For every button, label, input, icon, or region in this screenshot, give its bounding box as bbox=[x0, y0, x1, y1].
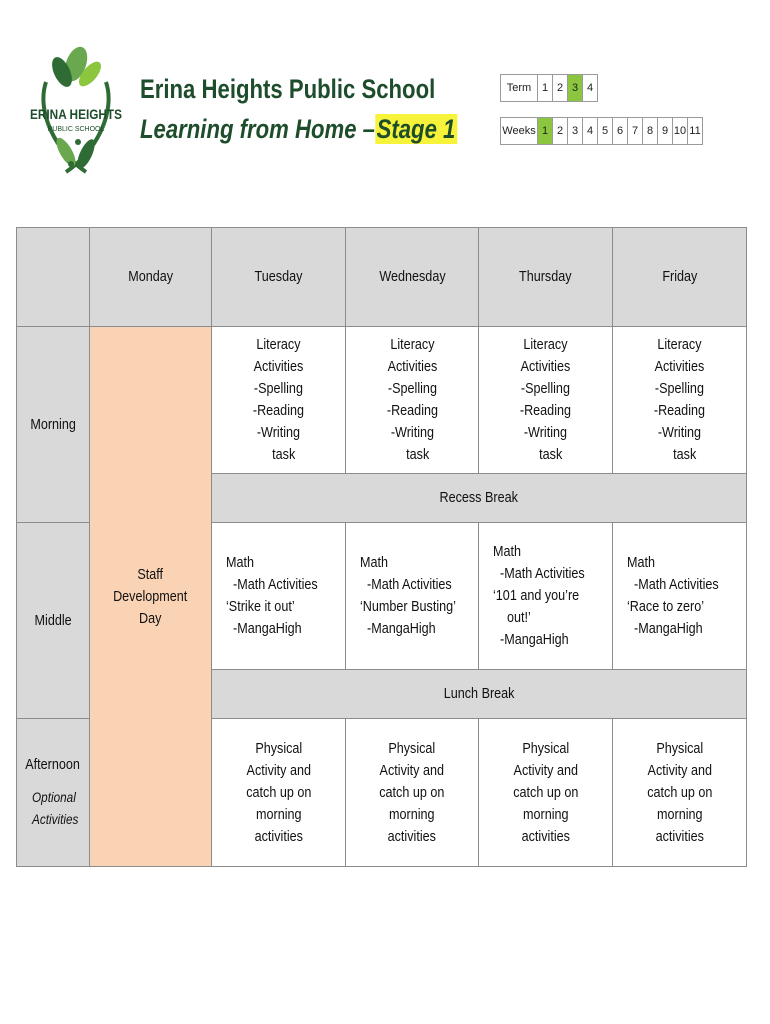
term-cell: 2 bbox=[553, 75, 568, 102]
middle-math-thursday: Math -Math Activities ‘101 and you’re out!’ -MangaHigh bbox=[479, 523, 613, 670]
afternoon-optional-note: Optional Activities bbox=[32, 789, 79, 827]
term-cell: 4 bbox=[583, 75, 598, 102]
term-label: Term bbox=[501, 75, 538, 102]
day-header-monday: Monday bbox=[90, 228, 212, 327]
afternoon-physical-thursday: Physical Activity and catch up on morning activities bbox=[479, 719, 613, 867]
day-header-wednesday: Wednesday bbox=[346, 228, 479, 327]
day-header-thursday: Thursday bbox=[479, 228, 613, 327]
weeks-label: Weeks bbox=[501, 118, 538, 145]
week-cell: 8 bbox=[643, 118, 658, 145]
week-cell: 2 bbox=[553, 118, 568, 145]
week-cell: 3 bbox=[568, 118, 583, 145]
term-cell: 1 bbox=[538, 75, 553, 102]
week-cell: 4 bbox=[583, 118, 598, 145]
term-grid bbox=[500, 74, 598, 102]
school-logo bbox=[26, 42, 126, 192]
monday-staff-development-cell: Staff Development Day bbox=[90, 327, 212, 867]
logo-text-line1: ERINA HEIGHTS bbox=[30, 106, 122, 122]
day-header-tuesday: Tuesday bbox=[212, 228, 346, 327]
row-label-morning: Morning bbox=[17, 327, 90, 523]
morning-literacy-tuesday: Literacy Activities -Spelling -Reading -Writing task bbox=[212, 327, 346, 474]
week-cell-current: 1 bbox=[538, 118, 553, 145]
subtitle-main: Learning from Home – bbox=[140, 114, 375, 144]
middle-math-wednesday: Math -Math Activities ‘Number Busting’ -MangaHigh bbox=[346, 523, 479, 670]
day-header-friday: Friday bbox=[613, 228, 747, 327]
week-cell: 11 bbox=[688, 118, 703, 145]
lunch-break-row: Lunch Break bbox=[212, 670, 747, 719]
row-label-middle: Middle bbox=[17, 523, 90, 719]
middle-math-tuesday: Math -Math Activities ‘Strike it out’ -MangaHigh bbox=[212, 523, 346, 670]
term-cell-current: 3 bbox=[568, 75, 583, 102]
afternoon-physical-tuesday: Physical Activity and catch up on morning activities bbox=[212, 719, 346, 867]
week-cell: 10 bbox=[673, 118, 688, 145]
recess-break-row: Recess Break bbox=[212, 474, 747, 523]
row-label-afternoon: Afternoon Optional Activities bbox=[17, 719, 90, 867]
week-cell: 7 bbox=[628, 118, 643, 145]
logo-text-line2: PUBLIC SCHOOL bbox=[47, 126, 105, 133]
afternoon-physical-wednesday: Physical Activity and catch up on morning activities bbox=[346, 719, 479, 867]
page-subtitle bbox=[140, 114, 457, 145]
morning-literacy-wednesday: Literacy Activities -Spelling -Reading -Writing task bbox=[346, 327, 479, 474]
afternoon-physical-friday: Physical Activity and catch up on morning activities bbox=[613, 719, 747, 867]
week-cell: 9 bbox=[658, 118, 673, 145]
middle-math-friday: Math -Math Activities ‘Race to zero’ -MangaHigh bbox=[613, 523, 747, 670]
school-name: Erina Heights Public School bbox=[140, 74, 436, 104]
week-cell: 5 bbox=[598, 118, 613, 145]
subtitle-stage-highlight: Stage 1 bbox=[376, 114, 456, 144]
week-grid bbox=[500, 117, 703, 145]
morning-literacy-friday: Literacy Activities -Spelling -Reading -Writing task bbox=[613, 327, 747, 474]
week-cell: 6 bbox=[613, 118, 628, 145]
corner-cell bbox=[17, 228, 90, 327]
morning-literacy-thursday: Literacy Activities -Spelling -Reading -Writing task bbox=[479, 327, 613, 474]
weekly-schedule-table bbox=[16, 227, 747, 867]
